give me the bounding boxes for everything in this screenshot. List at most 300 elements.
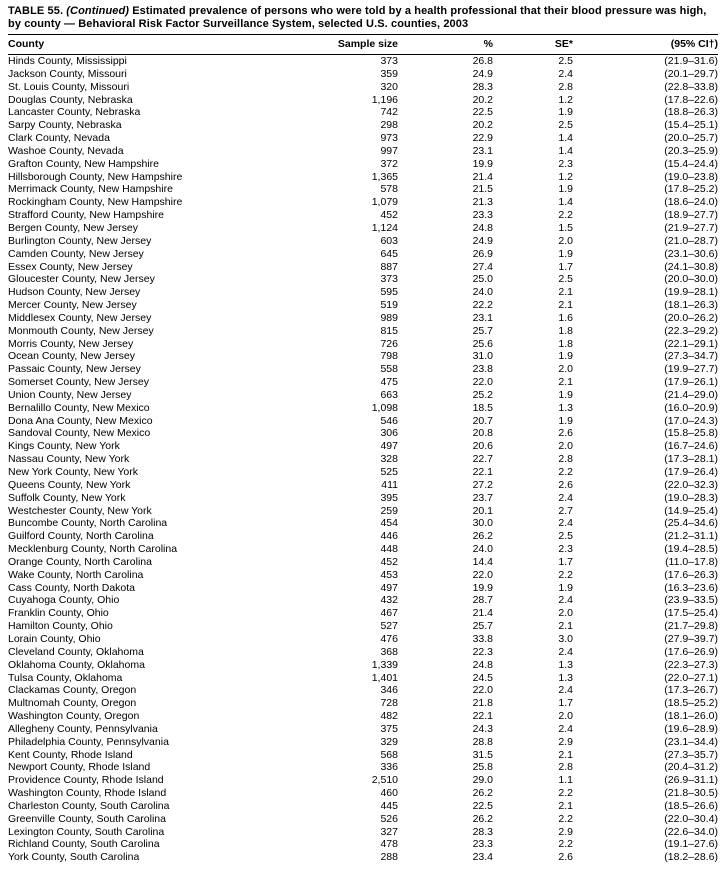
value-cell: 28.7 — [472, 594, 493, 607]
value-cell: 22.1 — [472, 710, 493, 723]
value-cell: (18.5–26.6) — [664, 799, 718, 812]
table-row — [8, 68, 718, 81]
value-cell: (18.6–24.0) — [664, 196, 718, 209]
value-cell: 2.5 — [558, 55, 573, 67]
value-cell: 2.8 — [558, 453, 573, 466]
table-row — [8, 607, 718, 620]
value-cell: 20.6 — [472, 440, 493, 453]
value-cell: 28.3 — [472, 80, 493, 93]
value-cell: (19.9–28.1) — [664, 286, 718, 299]
value-cell: 2.1 — [558, 748, 573, 761]
county-cell: Nassau County, New York — [8, 453, 130, 466]
value-cell: 1.4 — [558, 196, 573, 209]
value-cell: 432 — [380, 594, 398, 607]
table-row — [8, 132, 718, 145]
value-cell: 1.8 — [558, 337, 573, 350]
table-row — [8, 350, 718, 363]
table-row — [8, 761, 718, 774]
table-row — [8, 569, 718, 582]
value-cell: (15.4–25.1) — [664, 119, 718, 132]
table-header-row — [8, 35, 718, 55]
value-cell: (23.1–30.6) — [664, 247, 718, 260]
table-row — [8, 620, 718, 633]
column-header-95-ci: (95% CI†) — [670, 38, 718, 50]
county-cell: Gloucester County, New Jersey — [8, 273, 155, 286]
county-cell: Cuyahoga County, Ohio — [8, 594, 120, 607]
value-cell: 887 — [380, 260, 398, 273]
value-cell: 973 — [380, 132, 398, 145]
table-row — [8, 774, 718, 787]
value-cell: (27.9–39.7) — [664, 632, 718, 645]
county-cell: Oklahoma County, Oklahoma — [8, 658, 145, 671]
table-row — [8, 222, 718, 235]
value-cell: 525 — [380, 466, 398, 478]
table-row — [8, 838, 718, 851]
value-cell: 320 — [380, 80, 398, 93]
table-row — [8, 81, 718, 94]
value-cell: 1.7 — [558, 697, 573, 710]
value-cell: 1.8 — [558, 324, 573, 337]
value-cell: 25.2 — [472, 388, 493, 401]
value-cell: 24.0 — [472, 543, 493, 556]
county-cell: Kings County, New York — [8, 440, 120, 453]
value-cell: (18.1–26.3) — [664, 299, 718, 312]
value-cell: 454 — [380, 517, 398, 530]
county-cell: Dona Ana County, New Mexico — [8, 414, 153, 427]
value-cell: 20.2 — [472, 93, 493, 106]
county-cell: Washoe County, Nevada — [8, 144, 124, 157]
county-cell: Washington County, Rhode Island — [8, 787, 167, 800]
value-cell: 373 — [380, 55, 398, 67]
value-cell: 1.9 — [558, 183, 573, 196]
value-cell: 22.0 — [472, 376, 493, 389]
county-cell: Multnomah County, Oregon — [8, 697, 137, 710]
value-cell: 2.0 — [558, 607, 573, 620]
value-cell: 1.6 — [558, 311, 573, 324]
value-cell: 460 — [380, 787, 398, 800]
value-cell: (22.8–33.8) — [664, 80, 718, 93]
value-cell: 336 — [380, 761, 398, 774]
value-cell: 2.2 — [558, 812, 573, 825]
value-cell: (23.9–33.5) — [664, 594, 718, 607]
value-cell: 372 — [380, 157, 398, 170]
value-cell: 2.4 — [558, 645, 573, 658]
value-cell: 368 — [380, 645, 398, 658]
county-cell: Buncombe County, North Carolina — [8, 517, 168, 530]
value-cell: (14.9–25.4) — [664, 504, 718, 517]
value-cell: 327 — [380, 825, 398, 838]
table-row — [8, 427, 718, 440]
table-row — [8, 543, 718, 556]
value-cell: (23.1–34.4) — [664, 735, 718, 748]
county-cell: Tulsa County, Oklahoma — [8, 671, 123, 684]
table-row — [8, 800, 718, 813]
value-cell: 467 — [380, 607, 398, 620]
value-cell: 27.2 — [472, 478, 493, 491]
table-row — [8, 479, 718, 492]
table-row — [8, 749, 718, 762]
value-cell: 2.9 — [558, 825, 573, 838]
value-cell: 2.4 — [558, 684, 573, 697]
value-cell: 2.2 — [558, 838, 573, 851]
value-cell: 1,098 — [371, 401, 398, 414]
table-row — [8, 119, 718, 132]
value-cell: 519 — [380, 299, 398, 312]
table-row — [8, 492, 718, 505]
county-cell: Merrimack County, New Hampshire — [8, 183, 173, 196]
value-cell: 24.8 — [472, 658, 493, 671]
value-cell: 446 — [380, 530, 398, 543]
value-cell: 2.0 — [558, 363, 573, 376]
table-row — [8, 389, 718, 402]
value-cell: 1.9 — [558, 581, 573, 594]
value-cell: 1,124 — [371, 221, 398, 234]
value-cell: 24.8 — [472, 221, 493, 234]
value-cell: 19.9 — [472, 581, 493, 594]
value-cell: 546 — [380, 414, 398, 427]
table-row — [8, 646, 718, 659]
county-cell: Mecklenburg County, North Carolina — [8, 543, 178, 556]
table-row — [8, 235, 718, 248]
table-row — [8, 594, 718, 607]
value-cell: (18.8–26.3) — [664, 106, 718, 119]
county-cell: New York County, New York — [8, 466, 138, 478]
value-cell: 475 — [380, 376, 398, 389]
value-cell: (11.0–17.8) — [665, 555, 718, 568]
value-cell: 663 — [380, 388, 398, 401]
value-cell: (20.0–25.7) — [664, 132, 718, 145]
value-cell: 25.7 — [472, 324, 493, 337]
value-cell: (26.9–31.1) — [664, 774, 718, 787]
value-cell: 375 — [380, 722, 398, 735]
table-row — [8, 517, 718, 530]
value-cell: (22.0–27.1) — [664, 671, 718, 684]
table-row — [8, 248, 718, 261]
value-cell: (19.9–27.7) — [664, 363, 718, 376]
value-cell: 476 — [380, 632, 398, 645]
value-cell: 23.8 — [472, 363, 493, 376]
value-cell: 1,196 — [371, 93, 398, 106]
value-cell: (20.0–30.0) — [664, 273, 718, 286]
value-cell: 2.4 — [558, 722, 573, 735]
value-cell: 14.4 — [472, 555, 493, 568]
value-cell: (20.4–31.2) — [664, 761, 718, 774]
value-cell: 815 — [380, 324, 398, 337]
county-cell: Richland County, South Carolina — [8, 838, 160, 851]
value-cell: 19.9 — [472, 157, 493, 170]
value-cell: (27.3–35.7) — [664, 748, 718, 761]
value-cell: (18.5–25.2) — [664, 697, 718, 710]
table-body — [8, 55, 718, 865]
table-row — [8, 633, 718, 646]
county-cell: Cass County, North Dakota — [8, 581, 136, 594]
value-cell: (18.2–28.6) — [664, 851, 718, 864]
table-row — [8, 145, 718, 158]
value-cell: 2.1 — [558, 376, 573, 389]
column-header-: % — [483, 38, 493, 50]
value-cell: 1.9 — [558, 106, 573, 119]
value-cell: 453 — [380, 568, 398, 581]
table-row — [8, 158, 718, 171]
value-cell: 1.7 — [558, 555, 573, 568]
value-cell: (17.6–26.3) — [664, 568, 718, 581]
value-cell: 22.1 — [472, 466, 493, 478]
value-cell: 22.7 — [472, 453, 493, 466]
value-cell: 1.2 — [558, 170, 573, 183]
table-row — [8, 94, 718, 107]
value-cell: 22.0 — [472, 684, 493, 697]
value-cell: 22.5 — [472, 106, 493, 119]
value-cell: 29.0 — [472, 774, 493, 787]
value-cell: (16.0–20.9) — [664, 401, 718, 414]
value-cell: 2.8 — [558, 80, 573, 93]
county-cell: Newport County, Rhode Island — [8, 761, 151, 774]
value-cell: 31.0 — [472, 350, 493, 363]
value-cell: 23.4 — [472, 851, 493, 864]
table-row — [8, 196, 718, 209]
table-row — [8, 710, 718, 723]
value-cell: (20.1–29.7) — [664, 67, 718, 80]
table-row — [8, 376, 718, 389]
value-cell: 30.0 — [472, 517, 493, 530]
county-cell: Hamilton County, Ohio — [8, 620, 113, 633]
value-cell: 23.3 — [472, 209, 493, 222]
value-cell: 526 — [380, 812, 398, 825]
county-cell: Kent County, Rhode Island — [8, 748, 133, 761]
table-row — [8, 440, 718, 453]
value-cell: 20.2 — [472, 119, 493, 132]
county-cell: Wake County, North Carolina — [8, 568, 144, 581]
value-cell: 24.0 — [472, 286, 493, 299]
county-cell: York County, South Carolina — [8, 851, 140, 864]
value-cell: 595 — [380, 286, 398, 299]
value-cell: (22.1–29.1) — [664, 337, 718, 350]
county-cell: Union County, New Jersey — [8, 388, 132, 401]
county-cell: Allegheny County, Pennsylvania — [8, 722, 158, 735]
value-cell: 22.5 — [472, 799, 493, 812]
value-cell: 2.2 — [558, 568, 573, 581]
value-cell: 26.2 — [472, 812, 493, 825]
value-cell: 328 — [380, 453, 398, 466]
table-row — [8, 453, 718, 466]
value-cell: 20.1 — [472, 504, 493, 517]
value-cell: 411 — [381, 478, 398, 491]
value-cell: 2.3 — [558, 157, 573, 170]
value-cell: 2.1 — [558, 286, 573, 299]
county-cell: Clackamas County, Oregon — [8, 684, 137, 697]
county-cell: Middlesex County, New Jersey — [8, 311, 152, 324]
value-cell: 1.3 — [558, 658, 573, 671]
value-cell: 21.3 — [472, 196, 493, 209]
value-cell: (21.2–31.1) — [664, 530, 718, 543]
county-cell: Bernalillo County, New Mexico — [8, 401, 150, 414]
value-cell: (15.8–25.8) — [664, 427, 718, 440]
county-cell: Lancaster County, Nebraska — [8, 106, 141, 119]
value-cell: 2.3 — [558, 543, 573, 556]
county-cell: Sandoval County, New Mexico — [8, 427, 151, 440]
value-cell: 23.1 — [472, 311, 493, 324]
value-cell: 2.2 — [558, 787, 573, 800]
value-cell: (22.6–34.0) — [664, 825, 718, 838]
value-cell: 989 — [380, 311, 398, 324]
value-cell: 1.9 — [558, 350, 573, 363]
value-cell: 373 — [380, 273, 398, 286]
value-cell: 527 — [380, 620, 398, 633]
value-cell: (19.4–28.5) — [664, 543, 718, 556]
table-row — [8, 826, 718, 839]
value-cell: 478 — [380, 838, 398, 851]
county-cell: Queens County, New York — [8, 478, 131, 491]
table-header — [8, 35, 718, 55]
value-cell: (21.9–27.7) — [664, 221, 718, 234]
county-cell: Camden County, New Jersey — [8, 247, 144, 260]
value-cell: (20.0–26.2) — [664, 311, 718, 324]
value-cell: 1.3 — [558, 401, 573, 414]
value-cell: (15.4–24.4) — [664, 157, 718, 170]
value-cell: 1.5 — [558, 221, 573, 234]
county-cell: Mercer County, New Jersey — [8, 299, 137, 312]
table-row — [8, 273, 718, 286]
value-cell: (27.3–34.7) — [664, 350, 718, 363]
county-cell: Philadelphia County, Pennsylvania — [8, 735, 169, 748]
value-cell: 1.2 — [558, 93, 573, 106]
value-cell: 28.3 — [472, 825, 493, 838]
value-cell: 1,401 — [371, 671, 398, 684]
value-cell: 26.9 — [472, 247, 493, 260]
value-cell: 2.1 — [558, 799, 573, 812]
value-cell: 1.4 — [558, 144, 573, 157]
value-cell: 21.8 — [472, 697, 493, 710]
value-cell: 21.4 — [472, 607, 493, 620]
value-cell: (25.4–34.6) — [664, 517, 718, 530]
value-cell: 2.4 — [558, 517, 573, 530]
value-cell: (21.0–28.7) — [664, 234, 718, 247]
county-cell: Westchester County, New York — [8, 504, 152, 517]
value-cell: 28.8 — [472, 735, 493, 748]
value-cell: (17.5–25.4) — [664, 607, 718, 620]
value-cell: (21.4–29.0) — [664, 388, 718, 401]
value-cell: 26.8 — [472, 55, 493, 67]
value-cell: 24.9 — [472, 234, 493, 247]
county-cell: Charleston County, South Carolina — [8, 799, 170, 812]
table-row — [8, 582, 718, 595]
table-row — [8, 312, 718, 325]
value-cell: (16.7–24.6) — [664, 440, 718, 453]
value-cell: (21.8–30.5) — [664, 787, 718, 800]
table-row — [8, 672, 718, 685]
value-cell: 21.4 — [472, 170, 493, 183]
value-cell: 1,079 — [371, 196, 398, 209]
table-title-continued: (Continued) — [66, 5, 130, 17]
table-row — [8, 505, 718, 518]
table-row — [8, 338, 718, 351]
value-cell: (17.3–26.7) — [664, 684, 718, 697]
value-cell: (18.1–26.0) — [664, 710, 718, 723]
value-cell: 2,510 — [371, 774, 398, 787]
value-cell: 20.8 — [472, 427, 493, 440]
county-cell: Clark County, Nevada — [8, 132, 110, 145]
value-cell: 997 — [380, 144, 398, 157]
value-cell: 2.7 — [558, 504, 573, 517]
value-cell: (17.9–26.4) — [664, 466, 718, 478]
value-cell: 578 — [380, 183, 398, 196]
value-cell: 2.5 — [558, 273, 573, 286]
value-cell: 395 — [380, 491, 398, 504]
value-cell: (19.0–28.3) — [664, 491, 718, 504]
county-cell: Providence County, Rhode Island — [8, 774, 164, 787]
county-cell: Jackson County, Missouri — [8, 67, 127, 80]
table-row — [8, 684, 718, 697]
table-row — [8, 286, 718, 299]
table-row — [8, 723, 718, 736]
value-cell: (17.0–24.3) — [664, 414, 718, 427]
value-cell: 259 — [380, 504, 398, 517]
value-cell: 1.3 — [558, 671, 573, 684]
county-cell: Lexington County, South Carolina — [8, 825, 165, 838]
value-cell: 24.3 — [472, 722, 493, 735]
table-row — [8, 209, 718, 222]
value-cell: (17.9–26.1) — [664, 376, 718, 389]
value-cell: 497 — [380, 581, 398, 594]
value-cell: 2.5 — [558, 119, 573, 132]
value-cell: (21.9–31.6) — [664, 55, 718, 67]
county-cell: Franklin County, Ohio — [8, 607, 109, 620]
value-cell: 482 — [380, 710, 398, 723]
value-cell: 21.5 — [472, 183, 493, 196]
value-cell: 22.0 — [472, 568, 493, 581]
value-cell: 1.9 — [558, 388, 573, 401]
value-cell: 31.5 — [472, 748, 493, 761]
column-header-county: County — [8, 38, 45, 50]
value-cell: (22.0–30.4) — [664, 812, 718, 825]
county-cell: Morris County, New Jersey — [8, 337, 134, 350]
county-cell: Hinds County, Mississippi — [8, 55, 127, 67]
value-cell: 497 — [380, 440, 398, 453]
county-cell: Essex County, New Jersey — [8, 260, 133, 273]
county-cell: Passaic County, New Jersey — [8, 363, 141, 376]
value-cell: (17.3–28.1) — [664, 453, 718, 466]
column-header-se: SE* — [554, 38, 573, 50]
value-cell: 726 — [380, 337, 398, 350]
value-cell: 1.1 — [558, 774, 573, 787]
value-cell: 2.2 — [558, 466, 573, 478]
county-cell: Suffolk County, New York — [8, 491, 126, 504]
value-cell: (20.3–25.9) — [664, 144, 718, 157]
table-title — [8, 5, 718, 31]
value-cell: 22.9 — [472, 132, 493, 145]
value-cell: 23.1 — [472, 144, 493, 157]
value-cell: 2.2 — [558, 209, 573, 222]
value-cell: (22.0–32.3) — [664, 478, 718, 491]
table-row — [8, 415, 718, 428]
value-cell: 18.5 — [472, 401, 493, 414]
table-row — [8, 183, 718, 196]
value-cell: 27.4 — [472, 260, 493, 273]
table-row — [8, 261, 718, 274]
value-cell: 329 — [380, 735, 398, 748]
table-title-text: Estimated prevalence of persons who were told by a health professional that their blood pressure was high, by county — Behavioral Risk Factor Surveillance System, selected U.S. counties, 2003 — [8, 5, 707, 30]
value-cell: 1.9 — [558, 247, 573, 260]
value-cell: 25.0 — [472, 273, 493, 286]
table-row — [8, 466, 718, 479]
value-cell: (17.8–22.6) — [664, 93, 718, 106]
value-cell: 568 — [380, 748, 398, 761]
value-cell: 33.8 — [472, 632, 493, 645]
value-cell: (21.7–29.8) — [664, 620, 718, 633]
value-cell: 288 — [380, 851, 398, 864]
value-cell: 25.8 — [472, 761, 493, 774]
county-cell: Guilford County, North Carolina — [8, 530, 154, 543]
